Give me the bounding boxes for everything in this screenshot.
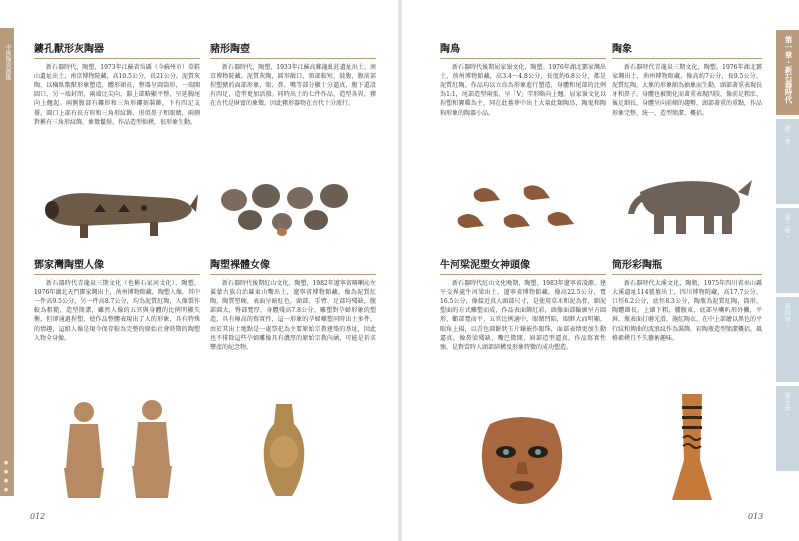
bird-figurine-icon bbox=[458, 185, 574, 228]
title-rule bbox=[34, 58, 200, 59]
article-body: 新石器時代，陶塑，1973年江蘇省吳縣（今蘇州市）草鞋山遺址出土，南京博物院藏，高10.5公分，長21公分。泥質灰陶，以橫臥歌獸形象塑造，體形碩長，整器呈圓筒形，一端開圓口，另一端封閉，兩端比尖向，器上部略顯平整，呈延胸尾向上翹起。兩側腹部有鏤形和三角形鏤刻裝飾，下有四足支撐，圓口上部有長方形和三角形紋飾，形似鼻子和眼睛，兩側對稱有三角形紋飾，象徵鬣鬃。作品造型拙樸，很形象生動。 bbox=[34, 64, 200, 126]
goddess-head-photo bbox=[472, 410, 572, 506]
title-rule bbox=[612, 274, 762, 275]
right-page-number: 013 bbox=[748, 512, 764, 521]
nude-female-figure-photo bbox=[254, 400, 314, 500]
title-rule bbox=[210, 58, 376, 59]
page-gutter bbox=[398, 0, 402, 541]
article-nude-female-figure bbox=[210, 256, 376, 352]
left-tab-dots: ●●●● bbox=[3, 460, 9, 496]
goddess-head-icon bbox=[482, 417, 562, 504]
chapter-tab-3[interactable]: 第三章・ bbox=[776, 208, 799, 293]
left-page-number: 012 bbox=[30, 512, 46, 521]
elephant-figurine-icon bbox=[628, 180, 752, 234]
title-rule bbox=[440, 274, 606, 275]
dengjiawan-figurines-photo bbox=[48, 398, 188, 502]
female-figurine-icon bbox=[264, 404, 305, 496]
article-body: 新石器時代青龍泉三期文化，陶塑。1976年湖北鄧家灣出土，荊州博物館藏，像高約7公分，長9.5公分，泥質紅陶，大象的形象頗為抽象而生動，頭部著重表現長牙和鼻子，身體也被簡化而著重表現四肢，像前足粗壯，後足細長，身體呈向前傾的趨勢，頭部著重的重點，作品形象完整、統一，造型簡潔、概括。 bbox=[612, 64, 763, 117]
chapter-tabs bbox=[776, 30, 799, 498]
article-body: 新石器時代青龍泉三期文化（也稱石家河文化），陶塑。1976年湖北天門鄧家灣出土，荊州博物館藏。陶塑人像，其中一件高9.5公分，另一件高8.7公分，均為泥質紅陶，人像製作較為粗糙，造型簡潔，雖然人像的五官與身體的比例明顯失衡，但卻通過捏塑，使作品整體表現出了人的形象，具有特殊的情趣，這組人像是現今保存較為完整的原始社會時期的陶塑人物全身像。 bbox=[34, 280, 200, 342]
article-title: 鄧家灣陶塑人像 bbox=[34, 260, 104, 271]
pottery-birds-photo bbox=[444, 178, 594, 240]
title-rule bbox=[34, 274, 200, 275]
chapter-tab-2[interactable]: 第二章・ bbox=[776, 119, 799, 204]
article-pottery-birds bbox=[440, 40, 606, 118]
article-perforated-beast-vessel bbox=[34, 40, 200, 127]
article-title: 牛河梁泥塑女神頭像 bbox=[440, 260, 530, 271]
article-pottery-elephant bbox=[612, 40, 762, 118]
pottery-elephant-photo bbox=[620, 170, 760, 240]
chapter-tab-5[interactable]: 第五章・ bbox=[776, 386, 799, 471]
article-title: 陶塑裸體女像 bbox=[210, 260, 270, 271]
article-dengjiawan-figurines bbox=[34, 256, 200, 343]
chapter-tab-4[interactable]: 第四章・ bbox=[776, 297, 799, 382]
article-title: 豬形陶壺 bbox=[210, 44, 250, 55]
article-title: 筒形彩陶瓶 bbox=[612, 260, 662, 271]
article-body: 新石器時代後期紅山文化，陶塑，1982年遼寧省喀喇沁左翼蒙古族自治縣東山嘴出土，遼寧省博物館藏，像為泥質紅陶，陶質堅硬，表面呈暗紅色，頭部、手臂、足部均殘缺，腹部圓大，臀部寬厚，身體殘高7.8公分。雕塑對孕婦形象的塑造，具有極高的寫實性，這一形象的孕婦雕塑同時出土多件，由於其出土地點是一處祭祀為主要原始宗教建築的基址，因此也不排除這些孕婦雕像具有濃厚的原始宗教內涵，可能是祈求豐產的紀念物。 bbox=[210, 280, 376, 351]
clay-pot-icon bbox=[45, 193, 198, 238]
article-body: 新石器時代，陶塑，1933年江蘇高郵龍虬莊遺址出土，南京博物院藏。泥質灰陶，圓形敞口，頸部較短，鼓腹，腹前部捏塑豬的面部形象，眼、鼻，嘴等部分顯十分逼真，腹下還設有四足，造型更加活潑。同時出土的七件作品，造型各異，豬在古代是財富的象徵，因此豬形器物在古代十分流行。 bbox=[210, 64, 376, 108]
article-title: 陶鳥 bbox=[440, 44, 460, 55]
article-pig-shaped-pot bbox=[210, 40, 376, 109]
human-figurine-icon bbox=[64, 400, 172, 498]
article-body: 新石器時代紅山文化晚期，陶塑，1983年遼寧省凌源、建平交界處牛河梁出土，遼寧省博物館藏。像高22.5公分，寬16.5公分，像接近真人頭部尺寸，是使用草禾和泥為骨，細泥塑面的方式雕塑而成，作品表面飾紅彩，頭像面部輪廓呈方圓形，顴部寬而平，五官比例適中，眼睛凹陷，眼眶大而明顯，眼角上揚，以青色圓餅狀玉片鑲嵌作眼珠，面部表情更加生動逼真。像鼻梁殘缺，嘴巴微開，唇部造型逼真。作品寫實性強，是對當時人頭部結構及形象特徵的成功塑造。 bbox=[440, 280, 606, 351]
title-rule bbox=[440, 58, 606, 59]
article-title: 陶象 bbox=[612, 44, 632, 55]
painted-vase-icon bbox=[672, 394, 712, 500]
painted-vase-photo bbox=[664, 390, 720, 506]
title-rule bbox=[612, 58, 762, 59]
article-title: 鏤孔獸形灰陶器 bbox=[34, 44, 104, 55]
left-section-tab bbox=[0, 28, 14, 496]
left-tab-label: 中國陶瓷圖鑑 bbox=[4, 44, 11, 80]
perforated-beast-vessel-photo bbox=[40, 180, 200, 242]
pig-pot-group-photo bbox=[216, 180, 356, 238]
chapter-tab-1[interactable]: 第一章・新石器時代 bbox=[776, 30, 799, 115]
article-goddess-head bbox=[440, 256, 606, 352]
title-rule bbox=[210, 274, 376, 275]
article-body: 新石器時代後期屈家嶺文化，陶塑。1976年湖北鄧家灣出土，荊州博物館藏，高3.4～4.8公分，長度約6.8公分，都是泥質紅陶。作品均以立鳥為形象進行塑造，身體和尾部的比例為1:1，尾部造型兩張，呈「V」字形略向上翹。屈家嶺文化以捏塑和寶雞為主，同在此墓葬中出土大量此類陶鳥，陶鬼和陶狗形象的陶器小品。 bbox=[440, 64, 606, 117]
clay-pot-icon bbox=[221, 184, 348, 236]
article-painted-vase bbox=[612, 256, 762, 343]
article-body: 新石器時代大溪文化，陶瓶，1975年四川省巫山縣大溪遺址114號墓出土，四川博物院藏，高17.7公分，口徑6.2公分，底徑8.3公分，陶瓶為泥質紅陶，筒形，陶體細長，上細下粗，腰腹束，底部呈喇叭形外撇，平唇，瓶表面打磨光滑，施紅陶衣，在中上部繪以黑色的平行紋和傳曲的波浪紋作為裝飾，彩陶瓶造型簡潔概括，風格素樸且不失藝術趣味。 bbox=[612, 280, 763, 342]
